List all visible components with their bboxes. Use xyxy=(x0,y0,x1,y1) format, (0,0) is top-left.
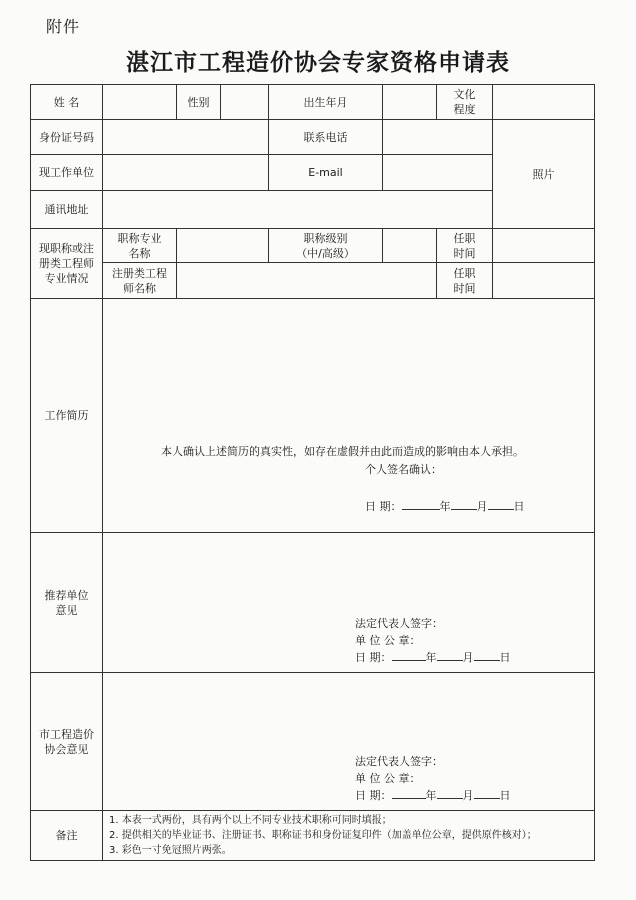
resume-month-blank[interactable] xyxy=(451,499,477,510)
birth-label: 出生年月 xyxy=(269,85,383,120)
recommend-field[interactable] xyxy=(103,533,595,673)
association-year-label: 年 xyxy=(425,789,437,802)
association-legal-rep-label: 法定代表人签字： xyxy=(355,755,443,768)
professional-label xyxy=(31,229,103,299)
association-label-line2: 协会意见 xyxy=(44,742,89,756)
gender-label: 性别 xyxy=(177,85,221,120)
tenure2-label xyxy=(437,263,493,299)
association-month-label: 月 xyxy=(462,789,474,802)
resume-month-label: 月 xyxy=(476,500,488,513)
recommend-day-label: 日 xyxy=(499,651,511,664)
remarks-content xyxy=(103,811,595,861)
resume-signature-label: 个人签名确认： xyxy=(365,463,442,476)
remarks-item: 1. 本表一式两份，具有两个以上不同专业技术职称可同时填报； xyxy=(109,815,392,826)
reg-engineer-label-line2: 师名称 xyxy=(123,281,156,295)
professional-label-line1: 现职称或注 xyxy=(39,242,94,255)
association-seal-label: 单 位 公 章： xyxy=(355,772,421,785)
title-major-label xyxy=(103,229,177,263)
association-signature-block xyxy=(355,753,511,804)
tenure-label xyxy=(437,229,493,263)
remarks-item: 2. 提供相关的毕业证书、注册证书、职称证书和身份证复印件（加盖单位公章，提供原件核对）； xyxy=(109,830,537,841)
email-field[interactable] xyxy=(383,155,493,191)
recommend-signature-block xyxy=(355,615,511,666)
reg-engineer-label-line1: 注册类工程 xyxy=(112,266,167,280)
association-year-blank[interactable] xyxy=(392,788,426,799)
professional-label-line2: 册类工程师 xyxy=(39,257,94,270)
address-field[interactable] xyxy=(103,191,493,229)
attachment-label: 附件 xyxy=(46,17,81,36)
form-title: 湛江市工程造价协会专家资格申请表 xyxy=(126,49,510,76)
association-field[interactable] xyxy=(103,673,595,811)
resume-day-blank[interactable] xyxy=(488,499,514,510)
recommend-year-blank[interactable] xyxy=(392,650,426,661)
recommend-date-label: 日 期： xyxy=(355,651,392,664)
reg-engineer-label xyxy=(103,263,177,299)
recommend-seal-label: 单 位 公 章： xyxy=(355,634,421,647)
association-month-blank[interactable] xyxy=(437,788,463,799)
resume-day-label: 日 xyxy=(513,500,525,513)
resume-declaration: 本人确认上述简历的真实性，如存在虚假并由此而造成的影响由本人承担。 xyxy=(161,445,524,458)
employer-label: 现工作单位 xyxy=(31,155,103,191)
address-label: 通讯地址 xyxy=(31,191,103,229)
resume-year-label: 年 xyxy=(439,500,451,513)
title-level-label xyxy=(269,229,383,263)
tenure-field[interactable] xyxy=(493,229,595,263)
email-label: E-mail xyxy=(269,155,383,191)
title-major-label-line2: 名称 xyxy=(128,246,151,260)
photo-box[interactable]: 照片 xyxy=(493,120,595,229)
birth-field[interactable] xyxy=(383,85,437,120)
title-level-field[interactable] xyxy=(383,229,437,263)
education-label-line1: 文化 xyxy=(453,88,476,101)
name-field[interactable] xyxy=(103,85,177,120)
title-level-label-line1: 职称级别 xyxy=(303,231,348,245)
reg-engineer-field[interactable] xyxy=(177,263,437,299)
title-level-label-line2: （中/高级） xyxy=(296,246,355,260)
association-date-label: 日 期： xyxy=(355,789,392,802)
recommend-month-blank[interactable] xyxy=(437,650,463,661)
association-day-label: 日 xyxy=(499,789,511,802)
id-number-field[interactable] xyxy=(103,120,269,155)
id-number-label: 身份证号码 xyxy=(31,120,103,155)
recommend-year-label: 年 xyxy=(425,651,437,664)
recommend-label-line2: 意见 xyxy=(55,603,78,617)
education-label xyxy=(437,85,493,120)
association-date-row xyxy=(355,787,511,804)
recommend-label xyxy=(31,533,103,673)
resume-label: 工作简历 xyxy=(31,299,103,533)
gender-field[interactable] xyxy=(221,85,269,120)
association-day-blank[interactable] xyxy=(474,788,500,799)
tenure2-label-line1: 任职 xyxy=(453,266,476,280)
resume-year-blank[interactable] xyxy=(402,499,440,510)
phone-field[interactable] xyxy=(383,120,493,155)
professional-label-line3: 专业情况 xyxy=(44,272,89,285)
tenure-label-line1: 任职 xyxy=(453,231,476,245)
recommend-date-row xyxy=(355,649,511,666)
resume-field[interactable] xyxy=(103,299,595,533)
title-major-label-line1: 职称专业 xyxy=(117,231,162,245)
education-field[interactable] xyxy=(493,85,595,120)
tenure-label-line2: 时间 xyxy=(453,246,476,260)
recommend-label-line1: 推荐单位 xyxy=(44,588,89,602)
recommend-legal-rep-label: 法定代表人签字： xyxy=(355,617,443,630)
association-label xyxy=(31,673,103,811)
education-label-line2: 程度 xyxy=(453,103,476,116)
recommend-month-label: 月 xyxy=(462,651,474,664)
resume-date-label: 日 期： xyxy=(365,500,402,513)
title-major-field[interactable] xyxy=(177,229,269,263)
tenure2-label-line2: 时间 xyxy=(453,281,476,295)
remarks-label: 备注 xyxy=(31,811,103,861)
application-form-table xyxy=(30,84,595,861)
resume-date-row xyxy=(365,499,525,514)
name-label: 姓 名 xyxy=(31,85,103,120)
tenure2-field[interactable] xyxy=(493,263,595,299)
remarks-item: 3. 彩色一寸免冠照片两张。 xyxy=(109,845,232,856)
phone-label: 联系电话 xyxy=(269,120,383,155)
recommend-day-blank[interactable] xyxy=(474,650,500,661)
employer-field[interactable] xyxy=(103,155,269,191)
association-label-line1: 市工程造价 xyxy=(39,727,94,741)
